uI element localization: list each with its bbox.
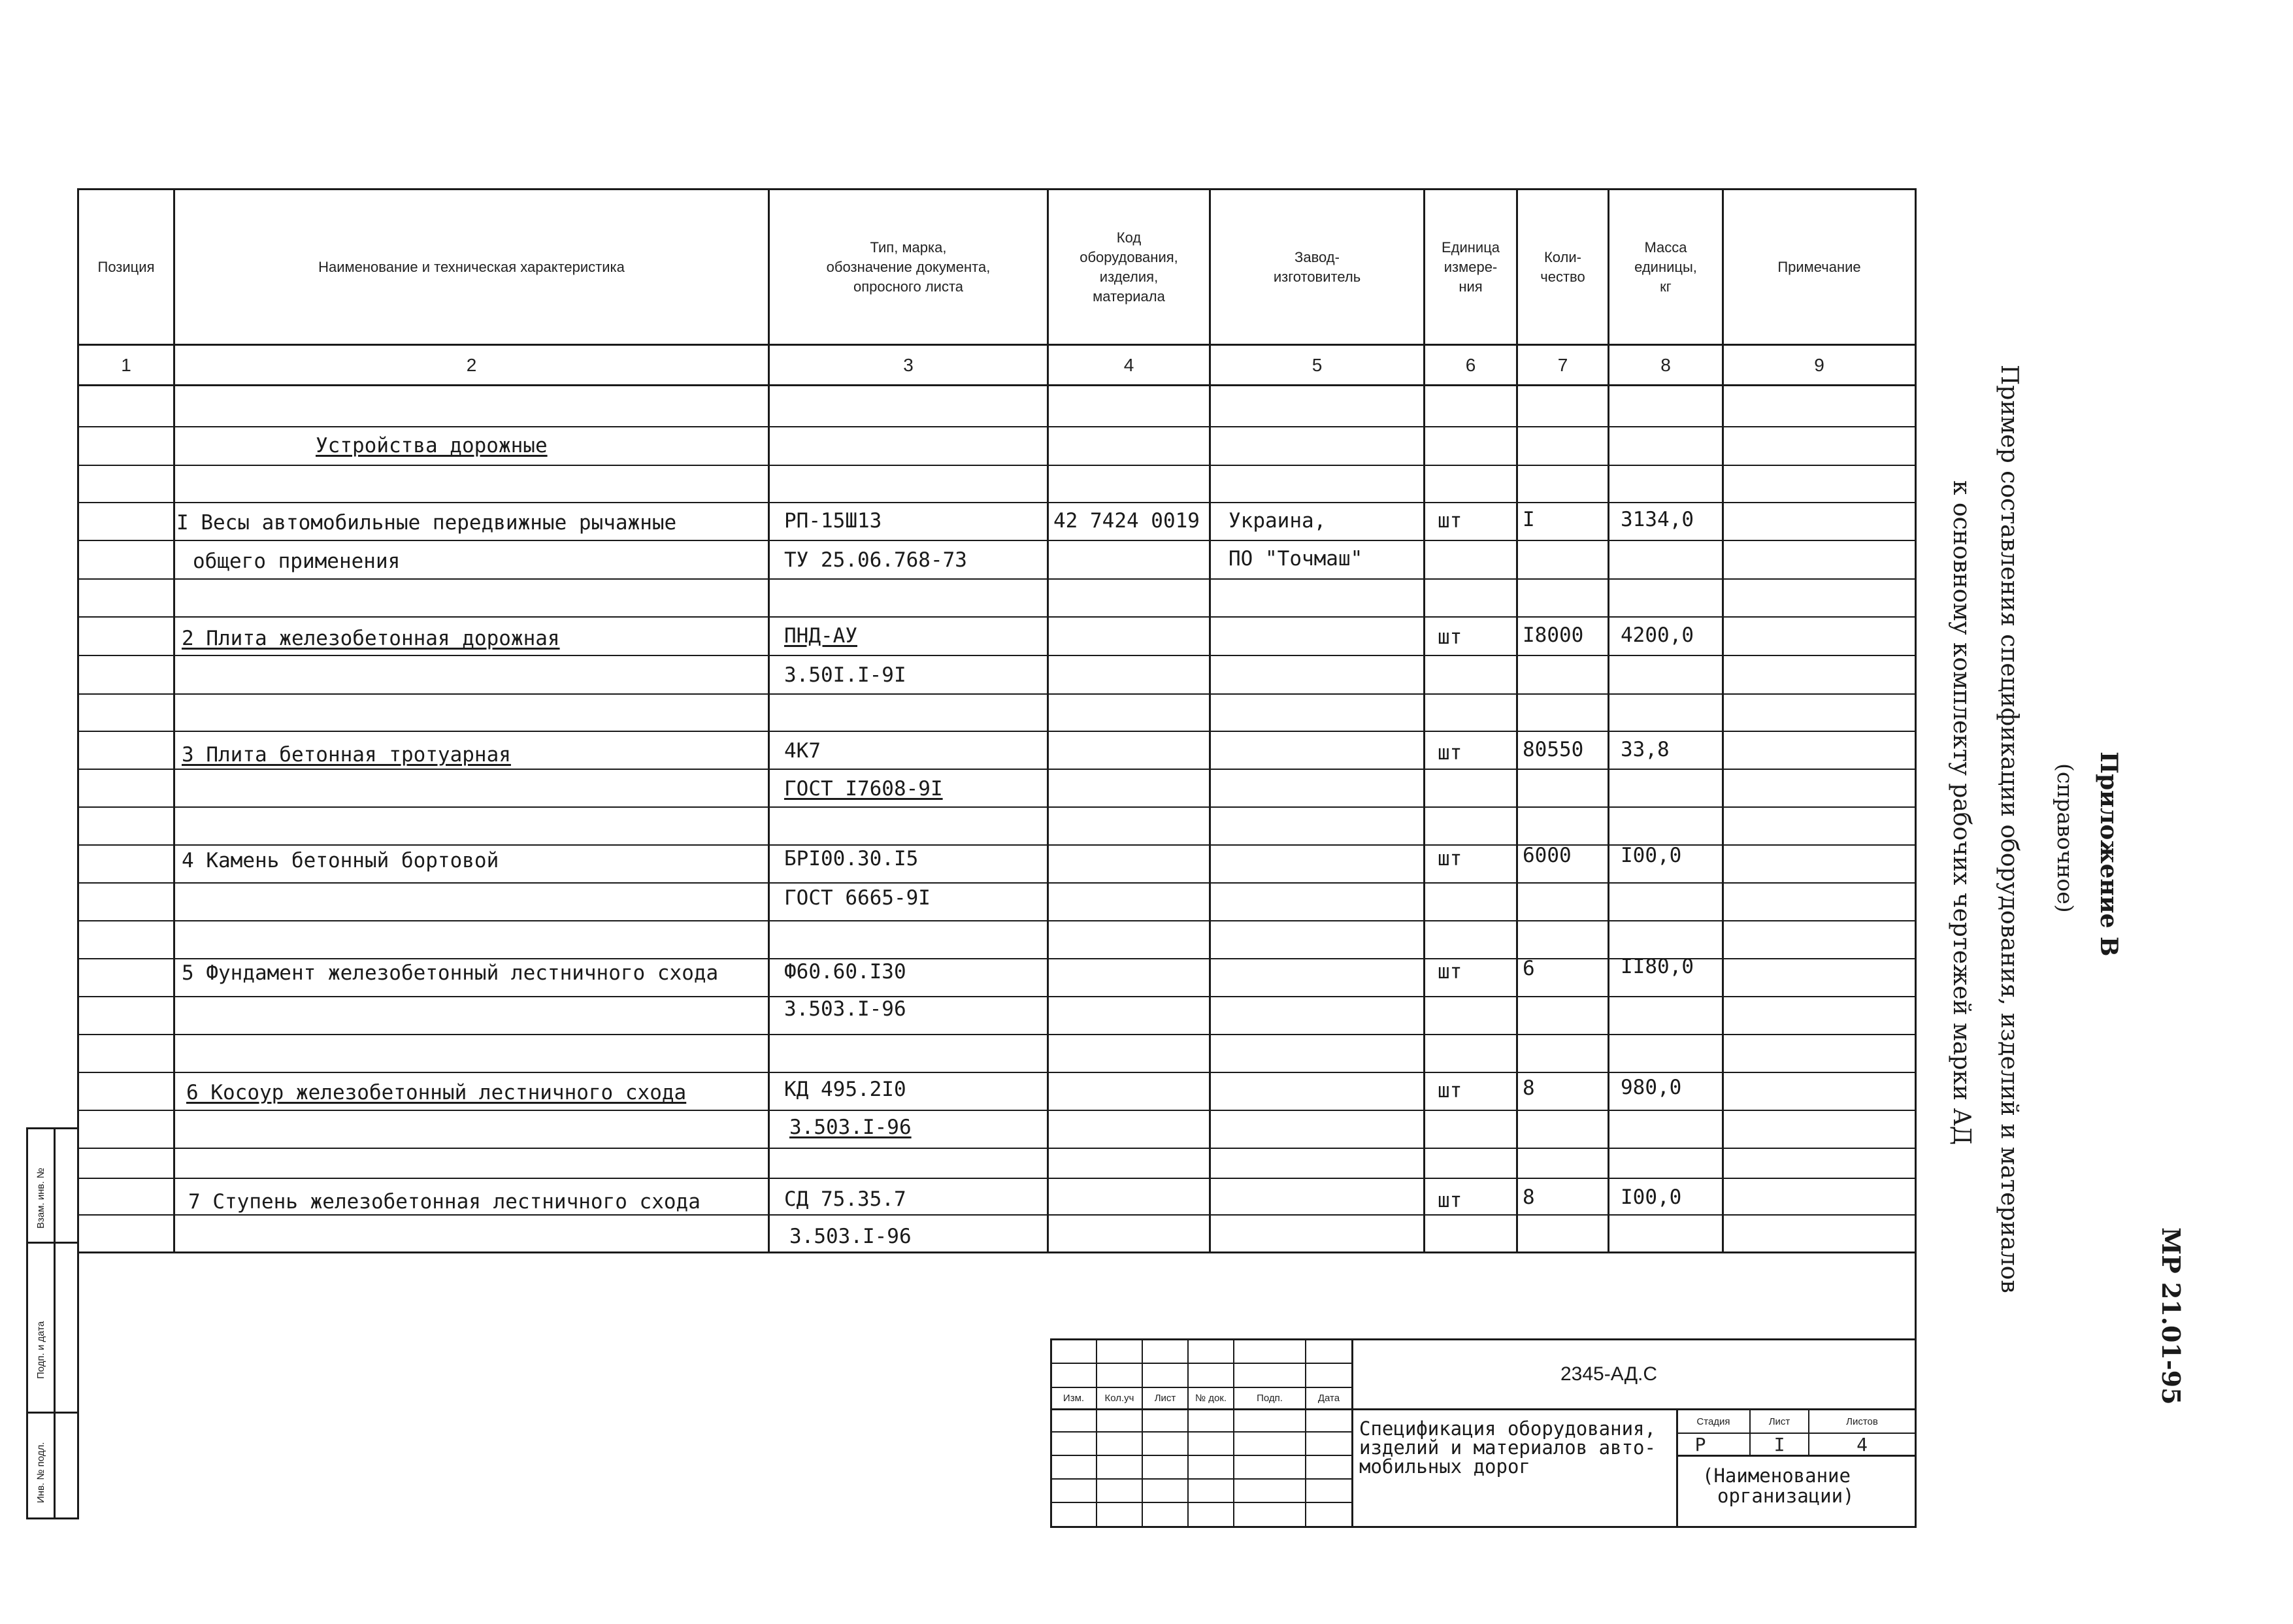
item-type: 4К7: [784, 739, 821, 763]
rev-header: Подп.: [1257, 1393, 1283, 1404]
item-name: 5 Фундамент железобетонный лестничного схода: [182, 961, 719, 985]
description-line: Спецификация оборудования,: [1359, 1417, 1656, 1440]
column-number: 8: [1660, 354, 1671, 375]
item-mass: 980,0: [1621, 1076, 1682, 1099]
item-unit: шт: [1438, 509, 1462, 533]
sheets-label: Листов: [1846, 1416, 1878, 1427]
stage-value: Р: [1694, 1433, 1706, 1455]
organization-line: организации): [1717, 1485, 1855, 1507]
item-type: ПНД-АУ: [784, 624, 857, 648]
item-quantity: 8: [1523, 1076, 1535, 1100]
item-type-doc: 3.503.I-96: [789, 1225, 912, 1248]
column-number: 7: [1557, 354, 1568, 375]
sheet-label: Лист: [1768, 1416, 1790, 1427]
item-type: БРI00.30.I5: [784, 847, 919, 870]
sheet-value: I: [1773, 1433, 1785, 1455]
item-manufacturer: Украина,: [1229, 509, 1327, 533]
item-name: 3 Плита бетонная тротуарная: [182, 743, 511, 767]
item-quantity: 6000: [1523, 844, 1572, 867]
stamp-replace-inv: Взам. инв. №: [35, 1168, 46, 1229]
stage-label: Стадия: [1696, 1416, 1730, 1427]
rev-header: Изм.: [1063, 1393, 1085, 1404]
item-name: 7 Ступень железобетонная лестничного схода: [188, 1190, 701, 1214]
item-unit: шт: [1438, 741, 1462, 765]
item-unit: шт: [1438, 960, 1462, 984]
header-unit: Единица измере- ния: [1441, 239, 1500, 295]
header-mass: Масса единицы, кг: [1634, 239, 1697, 295]
rev-header: Дата: [1317, 1393, 1340, 1404]
doc-code: 2345-АД.С: [1560, 1363, 1658, 1385]
stamp-sign-date: Подп. и дата: [35, 1321, 46, 1379]
organization-line: (Наименование: [1702, 1465, 1851, 1487]
column-number: 2: [466, 354, 477, 375]
appendix-title: Приложение В: [2095, 752, 2122, 957]
item-type-doc: ГОСТ I7608-9I: [784, 777, 943, 801]
item-type: СД 75.35.7: [784, 1187, 906, 1211]
item-name: 4 Камень бетонный бортовой: [182, 849, 499, 872]
header-position: Позиция: [97, 258, 155, 275]
item-mass: 3134,0: [1621, 508, 1694, 531]
item-quantity: 80550: [1523, 738, 1584, 761]
item-unit: шт: [1438, 1079, 1462, 1102]
item-type: Ф60.60.I30: [784, 960, 906, 984]
document-code: МР 21.01-95: [2156, 1227, 2186, 1405]
item-quantity: I8000: [1523, 623, 1584, 647]
column-number: 4: [1123, 354, 1134, 375]
rev-header: № док.: [1195, 1393, 1227, 1404]
header-manufacturer: Завод- изготовитель: [1273, 248, 1361, 285]
description-line: изделий и материалов авто-: [1359, 1436, 1656, 1459]
header-quantity: Коли- чество: [1540, 248, 1585, 285]
item-unit: шт: [1438, 1189, 1462, 1212]
stamp-inv-number: Инв. № подл.: [35, 1442, 46, 1503]
rev-header: Кол.уч: [1104, 1393, 1134, 1404]
column-number: 9: [1814, 354, 1824, 375]
column-number: 5: [1311, 354, 1323, 375]
item-type: РП-15Ш13: [784, 509, 882, 533]
item-type: КД 495.2I0: [784, 1078, 906, 1101]
description-line: мобильных дорог: [1359, 1455, 1530, 1478]
item-type-doc: 3.503.I-96: [789, 1116, 912, 1139]
item-mass: 33,8: [1621, 738, 1670, 761]
appendix-description-line1: Пример составления спецификации оборудования, изделий и материалов: [1996, 365, 2022, 1293]
header-type: Тип, марка, обозначение документа, опросного листа: [826, 239, 991, 295]
header-name: Наименование и техническая характеристика: [318, 258, 625, 275]
item-name: I Весы автомобильные передвижные рычажные: [176, 511, 677, 535]
item-name: 2 Плита железобетонная дорожная: [182, 627, 560, 650]
appendix-description-line2: к основному комплекту рабочих чертежей марки АД: [1948, 480, 1975, 1145]
header-note: Примечание: [1777, 258, 1861, 275]
item-mass: II80,0: [1621, 955, 1694, 978]
item-quantity: I: [1523, 508, 1535, 531]
item-type-doc: ТУ 25.06.768-73: [784, 548, 967, 572]
item-type-doc: ГОСТ 6665-9I: [784, 886, 931, 910]
appendix-reference: (справочное): [2053, 763, 2078, 913]
item-type-doc: 3.503.I-96: [784, 997, 906, 1021]
item-mass: I00,0: [1621, 1185, 1682, 1209]
item-quantity: 6: [1523, 957, 1535, 980]
item-mass: 4200,0: [1621, 623, 1694, 647]
rev-header: Лист: [1154, 1393, 1176, 1404]
item-name-cont: общего применения: [193, 550, 401, 573]
column-number: 1: [121, 354, 131, 375]
column-number: 3: [903, 354, 914, 375]
item-unit: шт: [1438, 847, 1462, 870]
section-title: Устройства дорожные: [316, 434, 548, 457]
sheets-value: 4: [1856, 1433, 1868, 1455]
header-code: Код оборудования, изделия, материала: [1080, 229, 1178, 305]
item-type-doc: 3.50I.I-9I: [784, 663, 906, 687]
item-code: 42 7424 0019: [1053, 509, 1200, 533]
item-name: 6 Косоур железобетонный лестничного схода: [186, 1081, 687, 1104]
item-quantity: 8: [1523, 1185, 1535, 1209]
item-manufacturer-cont: ПО "Точмаш": [1229, 547, 1363, 571]
column-number: 6: [1465, 354, 1476, 375]
item-unit: шт: [1438, 625, 1462, 649]
item-mass: I00,0: [1621, 844, 1682, 867]
